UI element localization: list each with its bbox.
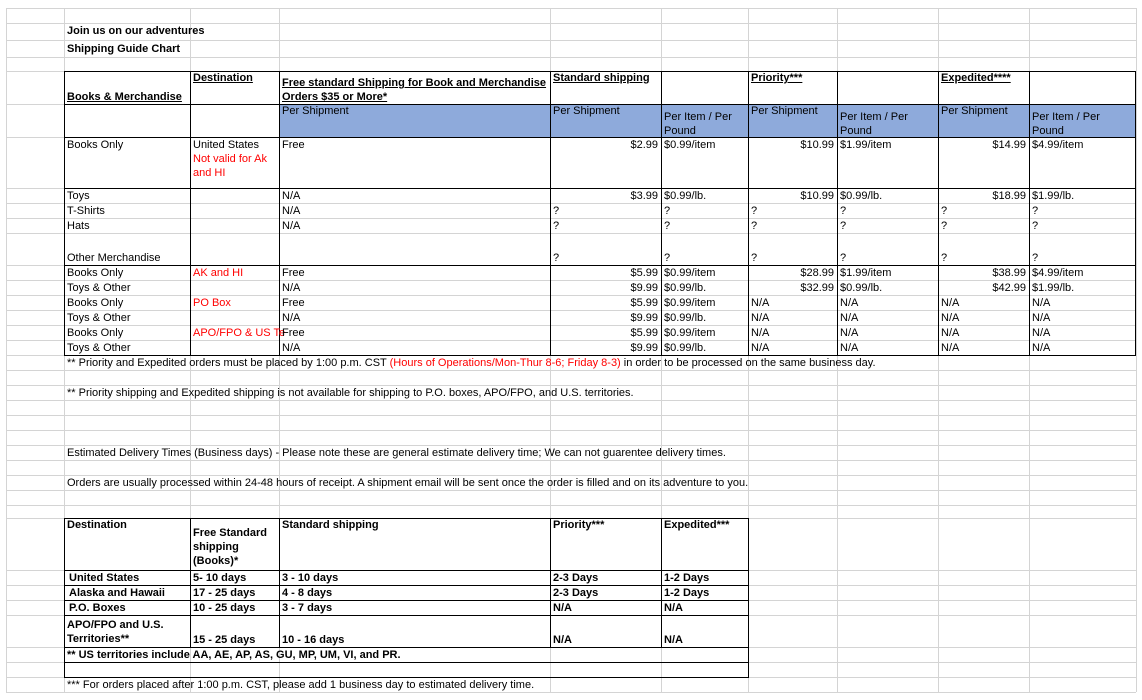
cell-expedited-per-shipment: $42.99 <box>992 282 1026 294</box>
cell-expedited-per-shipment: N/A <box>941 297 960 309</box>
cell-standard-per-item: ? <box>664 220 671 232</box>
cell-priority-per-shipment: ? <box>751 252 758 264</box>
cell-product: Books Only <box>67 267 124 279</box>
cell-expedited-per-shipment: N/A <box>941 312 960 324</box>
gridline-horizontal <box>6 490 1136 491</box>
cell-priority-per-item: ? <box>840 205 847 217</box>
cell-free-shipping: N/A <box>282 282 301 294</box>
subheader-per-shipment: Per Shipment <box>282 105 349 117</box>
delivery-cell-destination: APO/FPO and U.S. Territories** <box>67 619 164 645</box>
delivery-cell-expedited: 1-2 Days <box>664 587 710 599</box>
cell-standard-per-shipment: ? <box>553 252 560 264</box>
gridline-horizontal <box>6 460 1136 461</box>
title-line-1: Join us on our adventures <box>67 25 205 37</box>
cell-destination: United States <box>193 139 260 151</box>
cell-priority-per-item: $1.99/item <box>840 139 892 151</box>
cell-product: Books Only <box>67 327 124 339</box>
subheader-pri-per-item: Per Item / Per Pound <box>840 111 908 137</box>
cell-standard-per-shipment: ? <box>553 205 560 217</box>
cell-destination: PO Box <box>193 297 231 309</box>
cell-priority-per-shipment: $10.99 <box>800 190 834 202</box>
table-border-vertical <box>661 71 662 355</box>
cell-free-shipping: N/A <box>282 205 301 217</box>
delivery-border-vertical <box>64 647 65 677</box>
subheader-std-per-shipment: Per Shipment <box>553 105 620 117</box>
delivery-cell-destination: P.O. Boxes <box>69 602 126 614</box>
delivery-border-horizontal <box>64 518 749 519</box>
note-cutoff-a: ** Priority and Expedited orders must be placed by 1:00 p.m. CST <box>67 357 390 369</box>
gridline-horizontal <box>6 370 1136 371</box>
cell-product: Toys <box>67 190 90 202</box>
cell-product: T-Shirts <box>67 205 105 217</box>
delivery-border-horizontal <box>64 662 749 663</box>
territories-note: ** US territories include AA, AE, AP, AS, GU, MP, UM, VI, and PR. <box>67 649 401 661</box>
cell-standard-per-shipment: $9.99 <box>630 312 658 324</box>
table-border-vertical <box>837 71 838 355</box>
cell-expedited-per-item: N/A <box>1032 312 1051 324</box>
note-cutoff-b: in order to be processed on the same business day. <box>620 357 876 369</box>
cell-expedited-per-item: N/A <box>1032 342 1051 354</box>
gridline-horizontal <box>6 40 1136 41</box>
cell-product: Books Only <box>67 297 124 309</box>
cell-free-shipping: Free <box>282 267 305 279</box>
gridline-horizontal <box>6 505 1136 506</box>
note-cutoff <box>67 356 876 370</box>
delivery-cell-priority: N/A <box>553 602 572 614</box>
cell-expedited-per-item: ? <box>1032 220 1039 232</box>
delivery-border-horizontal <box>64 570 749 571</box>
delivery-border-horizontal <box>64 615 749 616</box>
cell-expedited-per-item: $4.99/item <box>1032 267 1084 279</box>
delivery-cell-expedited: N/A <box>664 602 683 614</box>
cell-priority-per-item: ? <box>840 220 847 232</box>
delivery-cell-expedited: 1-2 Days <box>664 572 710 584</box>
header-books-merch: Books & Merchandise <box>67 91 182 103</box>
header-destination: Destination <box>193 72 253 84</box>
cell-expedited-per-shipment: $14.99 <box>992 139 1026 151</box>
cell-product: Other Merchandise <box>67 252 161 264</box>
cell-standard-per-shipment: ? <box>553 220 560 232</box>
cell-standard-per-item: $0.99/lb. <box>664 190 707 202</box>
subheader-std-per-item: Per Item / Per Pound <box>664 111 732 137</box>
delivery-border-vertical <box>190 518 191 647</box>
cell-standard-per-item: $0.99/lb. <box>664 342 707 354</box>
cell-expedited-per-item: ? <box>1032 205 1039 217</box>
cell-priority-per-shipment: ? <box>751 220 758 232</box>
cell-expedited-per-item: ? <box>1032 252 1039 264</box>
cell-free-shipping: N/A <box>282 342 301 354</box>
cell-standard-per-item: $0.99/lb. <box>664 282 707 294</box>
table-border-vertical <box>190 71 191 355</box>
delivery-header-destination: Destination <box>67 519 127 531</box>
delivery-cell-destination: United States <box>69 572 140 584</box>
cell-priority-per-shipment: N/A <box>751 342 770 354</box>
cell-priority-per-shipment: $32.99 <box>800 282 834 294</box>
cell-priority-per-shipment: N/A <box>751 327 770 339</box>
cell-expedited-per-item: N/A <box>1032 327 1051 339</box>
delivery-cell-free: 17 - 25 days <box>193 587 256 599</box>
delivery-border-vertical <box>279 518 280 647</box>
delivery-cell-expedited: N/A <box>664 634 683 646</box>
cell-free-shipping: N/A <box>282 220 301 232</box>
gridline-horizontal <box>6 400 1136 401</box>
delivery-header-priority: Priority*** <box>553 519 605 531</box>
delivery-cell-priority: N/A <box>553 634 572 646</box>
cell-expedited-per-item: $1.99/lb. <box>1032 282 1075 294</box>
cell-priority-per-item: N/A <box>840 312 859 324</box>
gridline-horizontal <box>6 233 1136 234</box>
delivery-cell-priority: 2-3 Days <box>553 587 599 599</box>
cell-standard-per-shipment: $5.99 <box>630 267 658 279</box>
cell-product: Toys & Other <box>67 282 131 294</box>
cell-standard-per-item: $0.99/lb. <box>664 312 707 324</box>
gridline-horizontal <box>6 415 1136 416</box>
cell-expedited-per-shipment: N/A <box>941 327 960 339</box>
cell-free-shipping: Free <box>282 327 305 339</box>
table-border-vertical <box>938 71 939 355</box>
table-border-vertical <box>1135 71 1136 355</box>
cell-priority-per-item: $0.99/lb. <box>840 282 883 294</box>
gridline-horizontal <box>6 430 1136 431</box>
delivery-border-vertical <box>661 518 662 647</box>
cell-priority-per-item: $0.99/lb. <box>840 190 883 202</box>
delivery-cell-destination: Alaska and Hawaii <box>69 587 165 599</box>
table-border-vertical <box>1029 71 1030 355</box>
cell-expedited-per-shipment: $38.99 <box>992 267 1026 279</box>
note-processing: Orders are usually processed within 24-48 hours of receipt. A shipment email will be sent once the order is filled and on its adventure to you. <box>67 477 749 489</box>
gridline-vertical <box>6 8 7 692</box>
note-cutoff-hours: (Hours of Operations/Mon-Thur 8-6; Friday 8-3) <box>389 357 621 369</box>
cell-free-shipping: N/A <box>282 312 301 324</box>
delivery-border-vertical <box>748 647 749 677</box>
cell-priority-per-shipment: $10.99 <box>800 139 834 151</box>
cell-destination: APO/FPO & US Te <box>193 327 286 339</box>
delivery-border-vertical <box>748 518 749 647</box>
footer-note: *** For orders placed after 1:00 p.m. CST, please add 1 business day to estimated delivery time. <box>67 679 535 691</box>
table-border-vertical <box>748 71 749 355</box>
header-expedited: Expedited**** <box>941 72 1011 84</box>
delivery-cell-priority: 2-3 Days <box>553 572 599 584</box>
cell-priority-per-shipment: N/A <box>751 312 770 324</box>
cell-priority-per-item: $1.99/item <box>840 267 892 279</box>
cell-expedited-per-shipment: ? <box>941 220 948 232</box>
delivery-cell-free: 10 - 25 days <box>193 602 256 614</box>
cell-expedited-per-item: $4.99/item <box>1032 139 1084 151</box>
cell-expedited-per-item: $1.99/lb. <box>1032 190 1075 202</box>
subheader-exp-per-item: Per Item / Per Pound <box>1032 111 1100 137</box>
cell-product: Hats <box>67 220 90 232</box>
subheader-pri-per-shipment: Per Shipment <box>751 105 818 117</box>
table-border-vertical <box>550 71 551 355</box>
cell-standard-per-shipment: $2.99 <box>630 139 658 151</box>
cell-standard-per-shipment: $9.99 <box>630 282 658 294</box>
delivery-header-free-std: Free Standard shipping (Books)* <box>193 527 267 567</box>
cell-free-shipping: N/A <box>282 190 301 202</box>
cell-expedited-per-shipment: $18.99 <box>992 190 1026 202</box>
cell-standard-per-item: $0.99/item <box>664 297 716 309</box>
delivery-cell-standard: 3 - 10 days <box>282 572 339 584</box>
table-border-vertical <box>279 71 280 355</box>
table-border-vertical <box>64 71 65 355</box>
cell-priority-per-shipment: N/A <box>751 297 770 309</box>
gridline-horizontal <box>6 57 1136 58</box>
title-line-2: Shipping Guide Chart <box>67 43 181 55</box>
cell-standard-per-item: $0.99/item <box>664 327 716 339</box>
cell-priority-per-shipment: ? <box>751 205 758 217</box>
cell-expedited-per-item: N/A <box>1032 297 1051 309</box>
cell-product: Toys & Other <box>67 342 131 354</box>
cell-standard-per-shipment: $5.99 <box>630 327 658 339</box>
delivery-header-expedited: Expedited*** <box>664 519 730 531</box>
gridline-horizontal <box>6 8 1136 9</box>
cell-priority-per-item: N/A <box>840 327 859 339</box>
cell-free-shipping: Free <box>282 297 305 309</box>
gridline-vertical <box>1136 8 1137 692</box>
header-free-shipping: Free standard Shipping for Book and Merchandise Orders $35 or More* <box>282 77 547 103</box>
delivery-cell-free: 5- 10 days <box>193 572 247 584</box>
cell-standard-per-item: ? <box>664 205 671 217</box>
cell-standard-per-item: ? <box>664 252 671 264</box>
delivery-border-vertical <box>64 518 65 647</box>
delivery-cell-standard: 10 - 16 days <box>282 634 345 646</box>
cell-destination: AK and HI <box>193 267 244 279</box>
cell-expedited-per-shipment: N/A <box>941 342 960 354</box>
delivery-border-vertical <box>550 518 551 647</box>
delivery-border-horizontal <box>64 585 749 586</box>
header-standard: Standard shipping <box>553 72 650 84</box>
subheader-exp-per-shipment: Per Shipment <box>941 105 1008 117</box>
note-priority-availability: ** Priority shipping and Expedited shipping is not available for shipping to P.O. boxes, APO/FPO, and U.S. territories. <box>67 387 634 399</box>
cell-destination-note: Not valid for Ak and HI <box>193 153 267 179</box>
gridline-horizontal <box>6 203 1136 204</box>
cell-standard-per-item: $0.99/item <box>664 267 716 279</box>
delivery-cell-standard: 4 - 8 days <box>282 587 333 599</box>
delivery-cell-standard: 3 - 7 days <box>282 602 333 614</box>
cell-standard-per-item: $0.99/item <box>664 139 716 151</box>
cell-product: Books Only <box>67 139 124 151</box>
delivery-header-standard: Standard shipping <box>282 519 379 531</box>
cell-priority-per-shipment: $28.99 <box>800 267 834 279</box>
cell-free-shipping: Free <box>282 139 305 151</box>
cell-standard-per-shipment: $9.99 <box>630 342 658 354</box>
header-priority: Priority*** <box>751 72 803 84</box>
gridline-horizontal <box>6 218 1136 219</box>
cell-standard-per-shipment: $3.99 <box>630 190 658 202</box>
cell-priority-per-item: N/A <box>840 342 859 354</box>
cell-expedited-per-shipment: ? <box>941 252 948 264</box>
cell-product: Toys & Other <box>67 312 131 324</box>
cell-priority-per-item: N/A <box>840 297 859 309</box>
cell-priority-per-item: ? <box>840 252 847 264</box>
cell-standard-per-shipment: $5.99 <box>630 297 658 309</box>
gridline-horizontal <box>6 692 1136 693</box>
note-estimated-delivery: Estimated Delivery Times (Business days) - Please note these are general estimate delivery time; We can not guarentee delivery times. <box>67 447 726 459</box>
cell-expedited-per-shipment: ? <box>941 205 948 217</box>
delivery-cell-free: 15 - 25 days <box>193 634 256 646</box>
delivery-border-horizontal <box>64 600 749 601</box>
